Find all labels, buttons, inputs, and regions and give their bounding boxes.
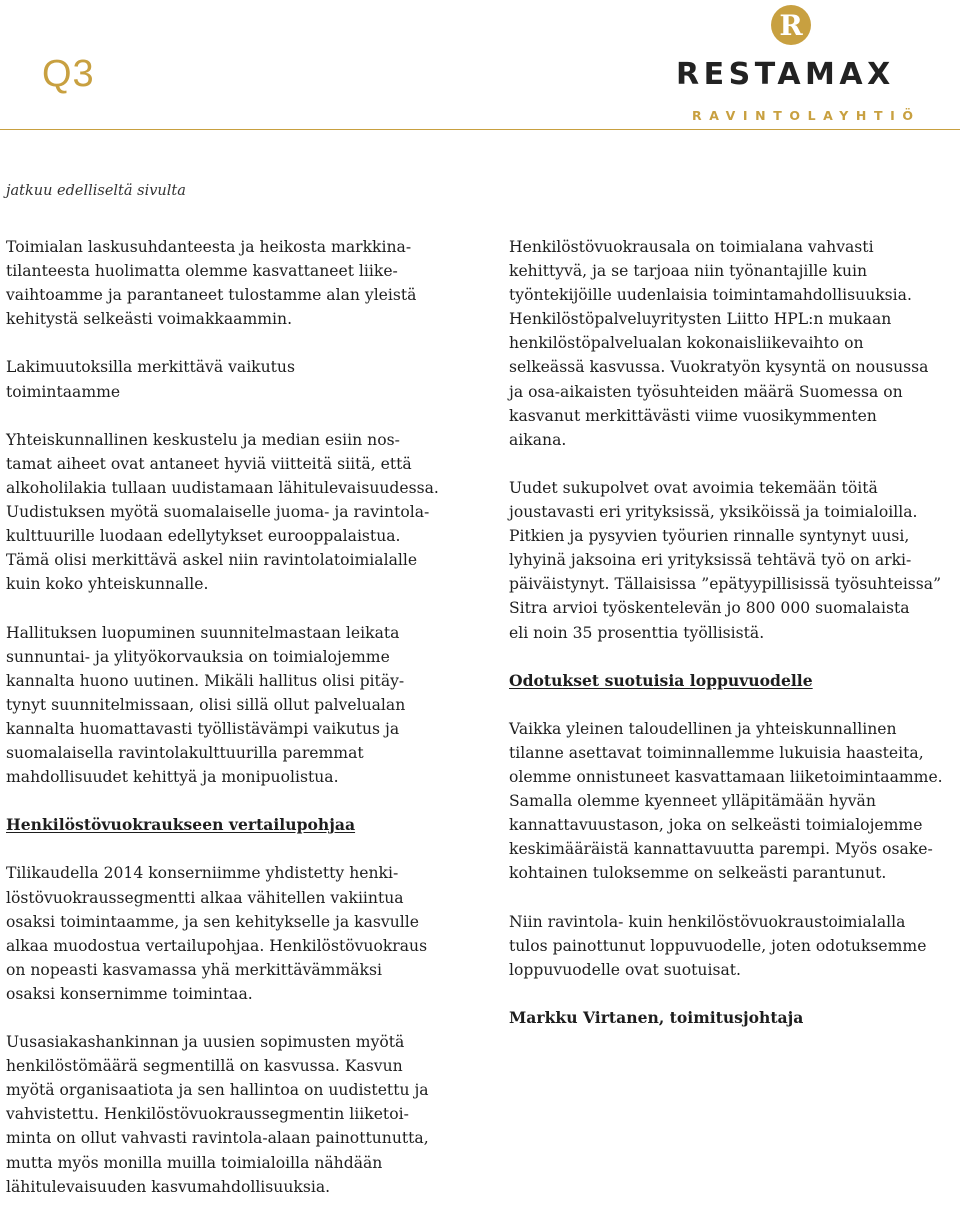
body-paragraph: Toimialan laskusuhdanteesta ja heikosta markkina- tilanteesta huolimatta olemme kasvattaneet liike- vaihtoamme ja parantaneet tulostamme alan yleistä kehitystä selkeästi voimakkaammin. xyxy=(6,238,417,329)
header-divider xyxy=(0,129,960,130)
section-heading: Henkilöstövuokraukseen vertailupohjaa xyxy=(6,815,356,835)
right-column xyxy=(509,235,960,1054)
body-paragraph: Hallituksen luopuminen suunnitelmastaan leikata sunnuntai- ja ylityökorvauksia on toimialojemme kannalta huono uutinen. Mikäli hallitus olisi pitäy- tynyt suunnitelmissaan, olisi sillä ollut palvelualan kannalta huomattavasti työllistävämpi vaikutus ja suomalaisella ravintolakulttuurilla paremmat mahdollisuudet kehittyä ja monipuolistua. xyxy=(6,623,406,787)
body-paragraph: Vaikka yleinen taloudellinen ja yhteiskunnallinen tilanne asettavat toiminnallemme lukuisia haasteita, olemme onnistuneet kasvattamaan liiketoimintaamme. Samalla olemme kyenneet ylläpitämään hyvän kannattavuustason, joka on selkeästi toimialojemme keskimääräistä kannattavuutta parempi. Myös osake- kohtainen tuloksemme on selkeästi parantunut. xyxy=(509,719,943,883)
body-paragraph: Uusasiakashankinnan ja uusien sopimusten myötä henkilöstömäärä segmentillä on kasvussa. Kasvun myötä organisaatiota ja sen hallintoa on uudistettu ja vahvistettu. Henkilöstövuokraussegmentin liiketoi- minta on ollut vahvasti ravintola-alaan painottunutta, mutta myös monilla muilla toimialoilla nähdään lähitulevaisuuden kasvumahdollisuuksia. xyxy=(6,1033,429,1196)
body-paragraph: Henkilöstövuokrausala on toimialana vahvasti kehittyvä, ja se tarjoaa niin työnantajille kuin työntekijöille uudenlaisia toimintamahdollisuuksia. Henkilöstöpalveluyritysten Liitto HPL:n mukaan henkilöstöpalvelualan kokonaisliikevaihto on selkeässä kasvussa. Vuokratyön kysyntä on nousussa ja osa-aikaisten työsuhteiden määrä Suomessa on kasvanut merkittävästi viime vuosikymmenten aikana. xyxy=(509,238,929,449)
restamax-logo xyxy=(676,4,921,128)
section-heading: Lakimuutoksilla merkittävä vaikutus toimintaamme xyxy=(6,358,295,401)
continued-note: jatkuu edelliseltä sivulta xyxy=(6,183,186,199)
body-paragraph: Tilikaudella 2014 konserniimme yhdistetty henki- löstövuokraussegmentti alkaa vähitellen vakiintua osaksi toimintaamme, ja sen kehitykselle ja kasvulle alkaa muodostua vertailupohjaa. Henkilöstövuokraus on nopeasti kasvamassa yhä merkittävämmäksi osaksi konsernimme toimintaa. xyxy=(6,864,428,1003)
logo-subtitle: RAVINTOLAYHTIÖ xyxy=(692,108,921,123)
logo-wordmark: RESTAMAX xyxy=(676,57,895,92)
body-paragraph: Yhteiskunnallinen keskustelu ja median esiin nos- tamat aiheet ovat antaneet hyviä viitteitä siitä, että alkoholilakia tullaan uudistamaan lähitulevaisuudessa. Uudistuksen myötä suomalaiselle juoma- ja ravintola- kulttuurille luodaan edellytykset eurooppalaistua. Tämä olisi merkittävä askel niin ravintolatoimialalle kuin koko yhteiskunnalle. xyxy=(6,430,439,594)
logo-monogram-icon xyxy=(770,4,812,46)
body-paragraph: Uudet sukupolvet ovat avoimia tekemään töitä joustavasti eri yrityksissä, yksiköissä ja toimialoilla. Pitkien ja pysyvien työurien rinnalle syntynyt uusi, lyhyinä jaksoina eri yrityksissä tehtävä työ on arki- päiväistynyt. Tällaisissa ”epätyypillisissä työsuhteissa” Sitra arvioi työskentelevän jo 800 000 suomalaista eli noin 35 prosenttia työllisistä. xyxy=(509,478,942,642)
body-paragraph: Niin ravintola- kuin henkilöstövuokraustoimialalla tulos painottunut loppuvuodelle, joten odotuksemme loppuvuodelle ovat suotuisat. xyxy=(509,912,927,979)
svg-text:R: R xyxy=(779,9,803,42)
quarter-label: Q3 xyxy=(42,53,95,95)
left-column xyxy=(6,235,464,1223)
signature: Markku Virtanen, toimitusjohtaja xyxy=(509,1008,804,1027)
section-heading: Odotukset suotuisia loppuvuodelle xyxy=(509,670,813,690)
